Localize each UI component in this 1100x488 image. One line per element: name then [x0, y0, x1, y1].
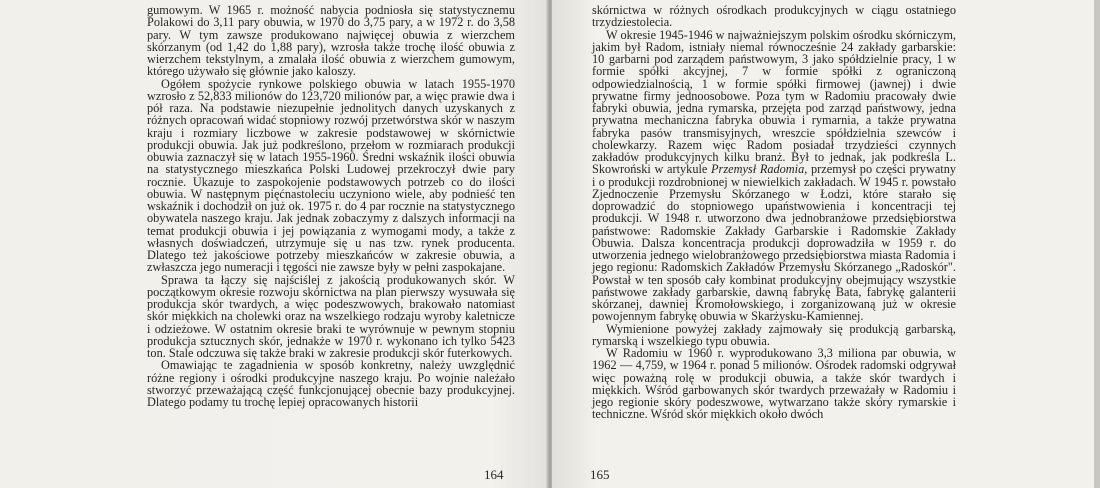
paragraph-text: W okresie 1945-1946 w najważniejszym polskim ośrodku skórniczym, jakim był Radom, istniały niemal równocześnie 24 zakłady garbarskie: 10 garbarni pod zarządem państwowym, 3 jako spółdzielnie pracy, 1 w formie spółki akcyjnej, 7 w formie spółki z ograniczoną odpowiedzialnością, 1 w formie spółki firmowej (jawnej) i dwie prywatne firmy jednoosobowe. Poza tym w Radomiu pracowały dwie fabryki obuwia, jedna rymarska, przejęta pod zarząd państwowy, jedna prywatna mechaniczna fabryka obuwia i rymarnia, a także prywatna fabryka pasów transmisyjnych, wreszcie spółdzielnia szewców i cholewkarzy. Razem więc Radom posiadał trzydzieści czynnych zakładów produkcyjnych kilku branż. Był to jednak, jak podkreśla L. Skowroński w artykule — [592, 27, 956, 177]
left-page — [0, 0, 548, 488]
paragraph: skórnictwa w różnych ośrodkach produkcyjnych w ciągu ostatniego trzydziestolecia. — [592, 3, 956, 30]
paragraph: Ogółem spożycie rynkowe polskiego obuwia w latach 1955-1970 wzrosło z 52,833 milionów do 123,720 milionów par, a więc prawie dwa i pół raza. Na podstawie niezupełnie jednolitych danych uzyskanych z różnych opracowań widać stopniowy rozwój przetwórstwa skór w naszym kraju i rozmiary liczbowe w zakresie podstawowej w skórnictwie produkcji obuwia. Jak już podkreślono, przełom w rozmiarach produkcji obuwia zaznaczył się w latach 1955-1960. Średni wskaźnik ilości obuwia na statystycznego mieszkańca Polski Ludowej przekroczył dwie pary rocznie. Ukazuje to zaspokojenie podstawowych potrzeb co do ilości obuwia. W następnym pięćnastoleciu uczyniono wiele, aby podnieść ten wskaźnik i dochodził on już ok. 1975 r. do 4 par rocznie na statystycznego obywatela naszego kraju. Jak jednak zobaczymy z dalszych informacji na temat produkcji obuwia i jej powiązania z wymogami mody, a także z własnych doświadczeń, utrzymuje się u nas tzw. rynek producenta. Dlatego też jakościowe potrzeby mieszkańców w zakresie obuwia, a zwłaszcza jego numeracji i tęgości nie zawsze były w pełni zaspokajane. — [147, 76, 515, 275]
left-page-text — [147, 4, 515, 408]
paragraph: W Radomiu w 1960 r. wyprodukowano 3,3 miliona par obuwia, w 1962 — 4,759, w 1964 r. ponad 5 milionów. Ośrodek radomski odgrywał więc poważną rolę w produkcji obuwia, a także skór twardych i miękkich. Wśród garbowanych skór twardych przeważały w Radomiu i jego regionie skóry podeszwowe, wytwarzano także skóry rymarskie i techniczne. Wśród skór miękkich około dwóch — [592, 346, 956, 422]
right-page — [552, 0, 1100, 488]
paragraph-text: , przemysł po części prywatny i o produkcji rozdrobnionej w niewielkich zakładach. W 1945 r. powstało Zjednoczenie Przemysłu Skórzanego w Łodzi, które starało się doprowadzić do stopniowego upaństwowienia i koncentracji tej produkcji. W 1948 r. utworzono dwa jednobranżowe przedsiębiorstwa państwowe: Radomskie Zakłady Garbarskie i Radomskie Zakłady Obuwia. Dalsza koncentracja produkcji doprowadziła w 1959 r. do utworzenia jednego wielobranżowego przedsiębiorstwa miasta Radomia i jego regionu: Radomskich Zakładów Przemysłu Skórzanego „Radoskór". Powstał w ten sposób cały kombinat produkcyjny obejmujący wszystkie państwowe zakłady garbarskie, dawną fabrykę Bata, fabrykę galanterii skórzanej, dawniej Kromołowskiego, i zorganizowaną już w okresie powojennym fabrykę obuwia w Skarżysku-Kamiennej. — [592, 162, 956, 324]
article-title: Przemysł Radomia — [711, 162, 805, 177]
paragraph: Wymienione powyżej zakłady zajmowały się produkcją garbarską, rymarską i wszelkiego typu obuwia. — [592, 321, 956, 348]
paragraph: gumowym. W 1965 r. możność nabycia podniosła się statystycznemu Polakowi do 3,11 pary obuwia, w 1970 do 3,75 pary, a w 1972 r. do 3,58 pary. W tym zawsze produkowano najwięcej obuwia z wierzchem skórzanym (od 1,42 do 1,88 pary), wzrosła także trochę ilość obuwia z wierzchem tekstylnym, a zmalała ilość obuwia z wierzchem gumowym, którego używało się głównie jako kaloszy. — [147, 3, 515, 79]
right-page-text — [592, 4, 956, 421]
paragraph — [592, 29, 956, 323]
page-edge — [1094, 0, 1100, 488]
page-number: 165 — [590, 467, 610, 482]
paragraph: Sprawa ta łączy się najściślej z jakością produkowanych skór. W początkowym okresie rozwoju skórnictwa na plan pierwszy wysuwała się produkcja skór twardych, a więc podeszwowych, brakowało natomiast skór miękkich na cholewki oraz na wszelkiego rodzaju wyroby kaletnicze i odzieżowe. W ostatnim okresie braki te wyrównuje w pewnym stopniu produkcja sztucznych skór, jednakże w 1970 r. wykonano ich tylko 5423 ton. Stale odczuwa się także braki w zakresie produkcji skór futerkowych. — [147, 272, 515, 360]
page-number: 164 — [484, 467, 504, 482]
paragraph: Omawiając te zagadnienia w sposób konkretny, należy uwzględnić różne regiony i ośrodki produkcyjne naszego kraju. Po wojnie należało stworzyć przeważającą część funkcjonującej obecnie bazy produkcyjnej. Dlatego podamy tu trochę lepiej opracowanych historii — [147, 358, 515, 409]
